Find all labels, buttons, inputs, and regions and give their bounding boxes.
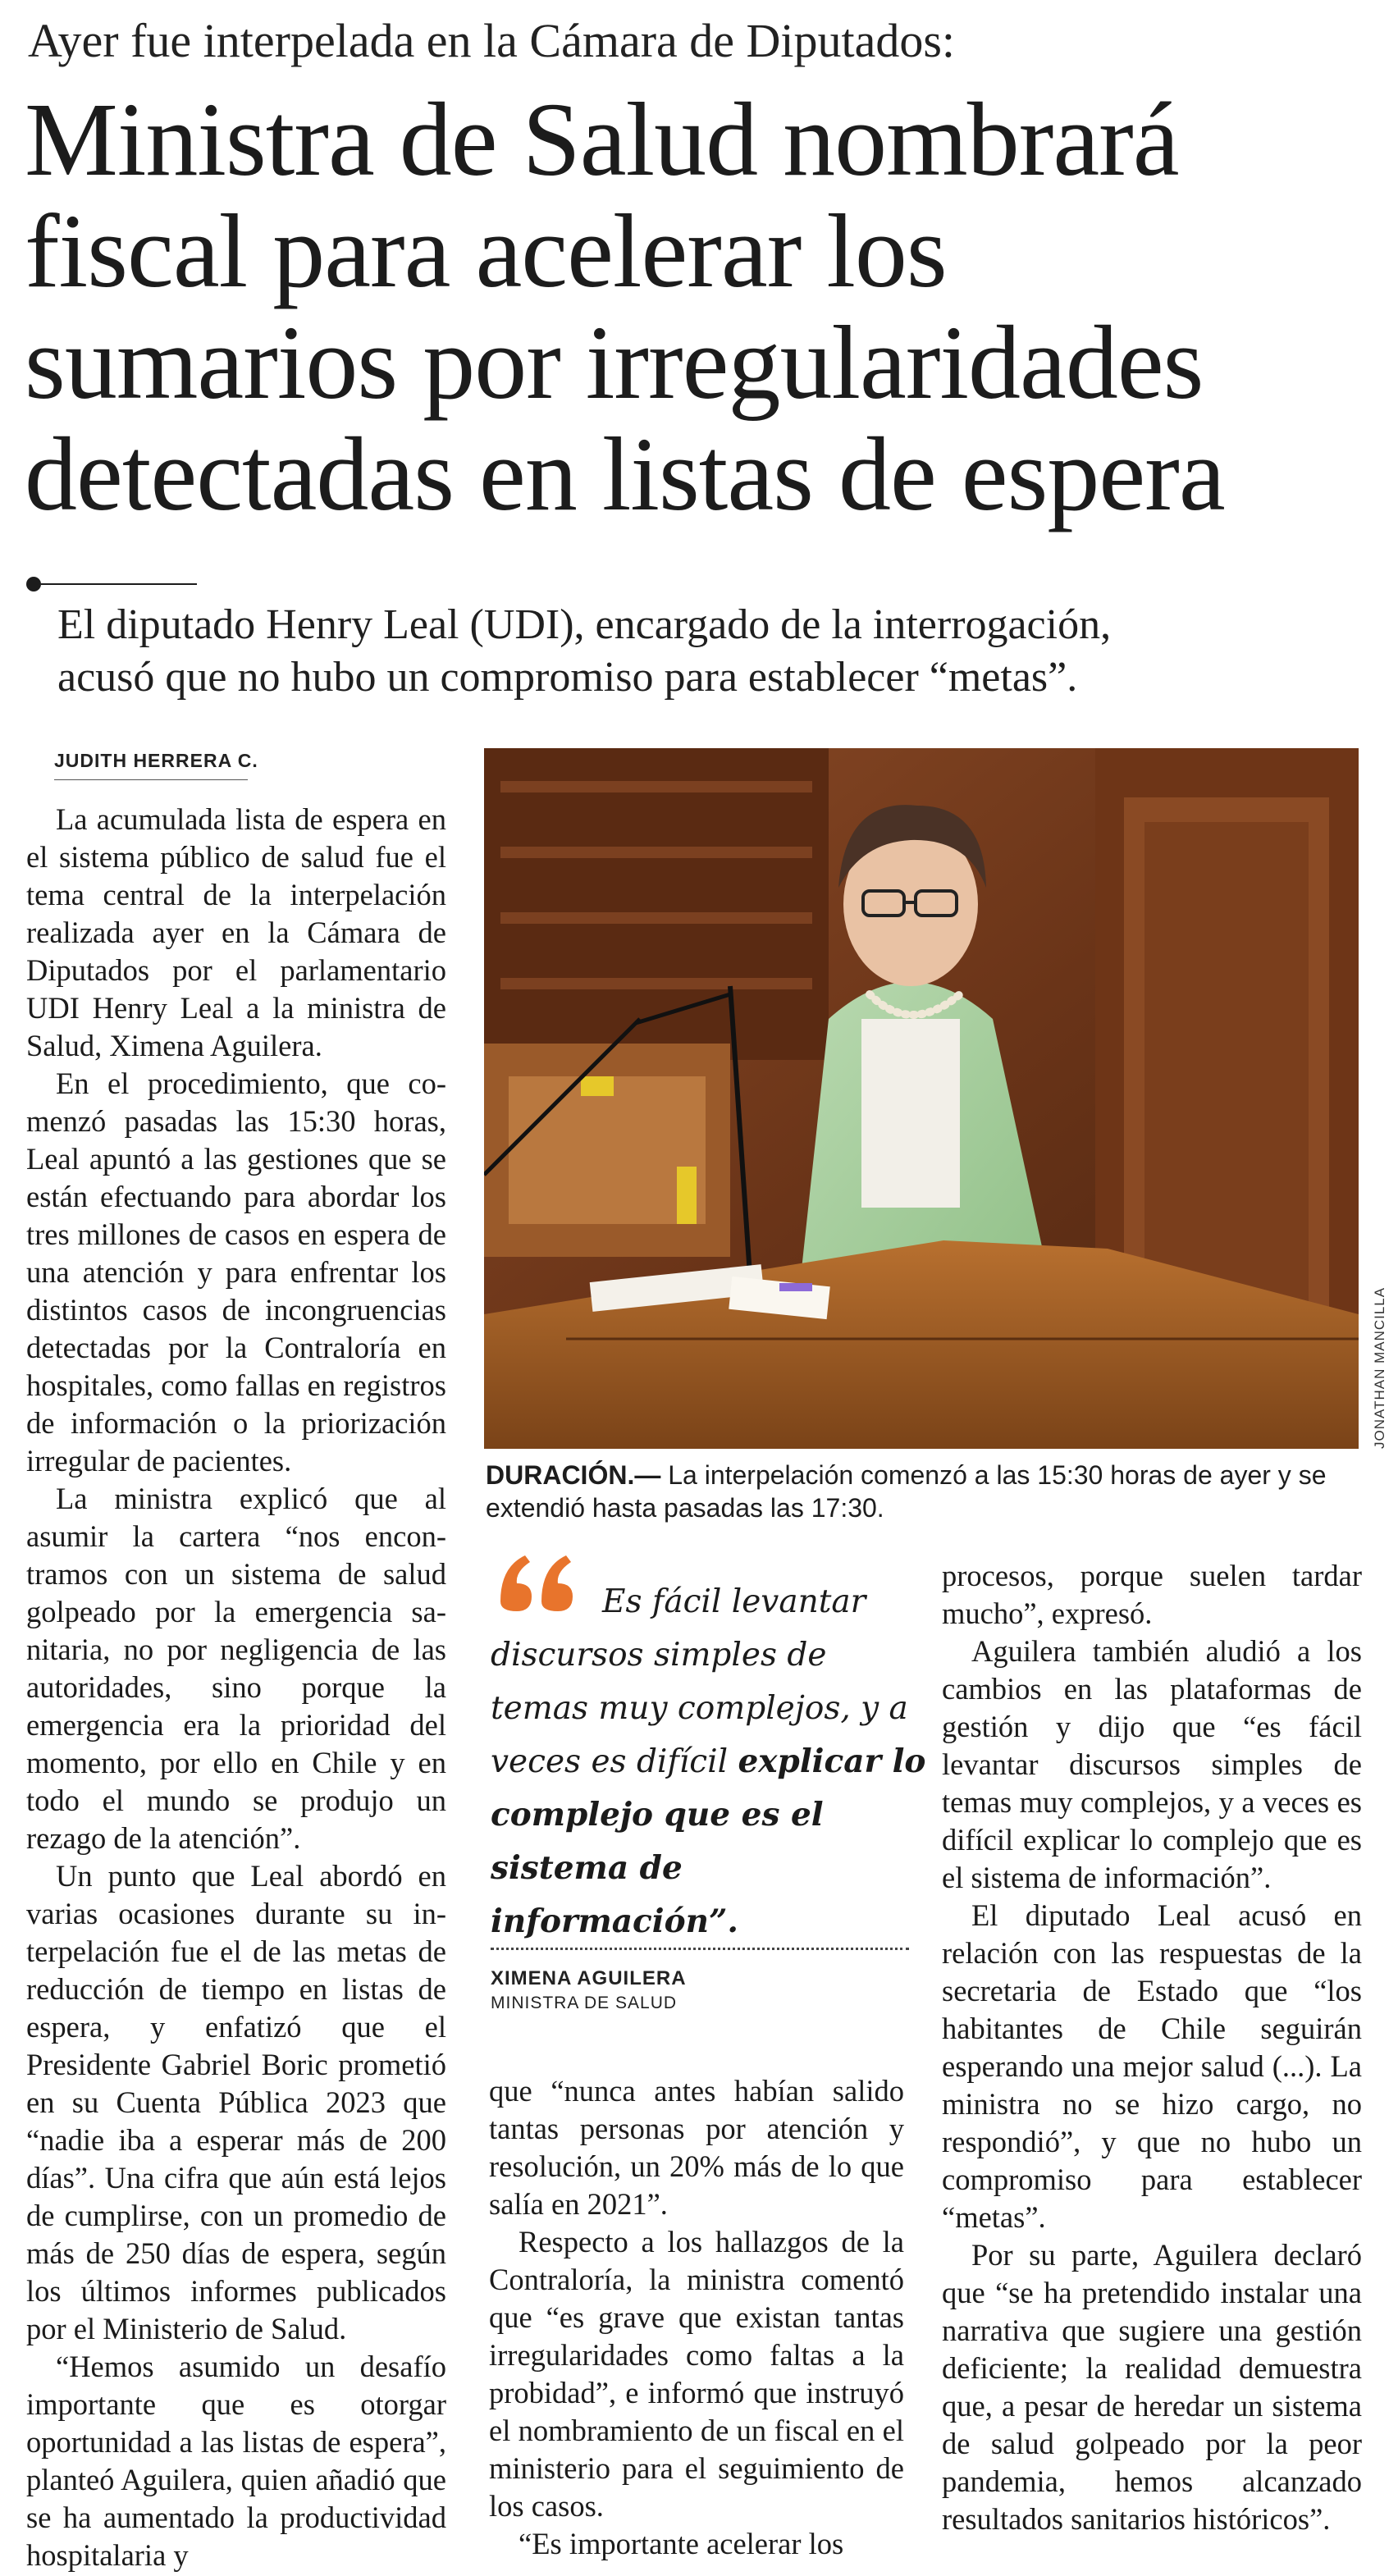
body-paragraph: Por su parte, Aguilera declaró que “se ha pretendido instalar una narrativa que sugiere una gestión deficiente; la realidad demuestra que, a pesar de heredar un sistema de salud golpeado por la peor pandemia, hemos alcanzado resultados sanitarios históricos”. [942, 2238, 1362, 2536]
body-paragraph: que “nunca antes habían salido tantas personas por atención y resolución, un 20% más de lo que salía en 2021”. [489, 2074, 904, 2221]
headline-line: sumarios por irregularidades [25, 304, 1204, 421]
body-paragraph: El diputado Leal acusó en relación con las respuestas de la secretaria de Estado que “los habitantes de Chile seguirán esperando una mejor salud (...). La ministra no se hizo cargo, no respondió”, y que no hubo un compromiso para establecer “metas”. [942, 1898, 1362, 2234]
body-paragraph: La ministra explicó que al asumir la cartera “nos encontramos con un sistema de salud golpeado por la emergencia sanitaria, no por negligencia de las autoridades, sino porque la emergencia era la prioridad del momento, por ello en Chile y en todo el mundo se produjo un rezago de la atención”. [26, 1482, 446, 1855]
headline-line: Ministra de Salud nombrará [25, 81, 1179, 198]
body-paragraph: Un punto que Leal abordó en varias ocasiones durante su interpelación fue el de las metas de reducción de tiempo en listas de espera, y enfatizó que el Presidente Gabriel Boric prometió en su Cuenta Pública 2023 que “nadie iba a esperar más de 200 días”. Una cifra que aún está lejos de cumplirse, con un promedio de más de 250 días de espera, según los últimos informes publicados por el Ministerio de Salud. [26, 1859, 446, 2345]
pullquote-plain: temas muy complejos, y a [491, 1690, 908, 1727]
pullquote-bold: explicar lo [738, 1742, 926, 1780]
photo [484, 748, 1359, 1449]
body-column-1 [26, 801, 446, 2574]
deck-rule [41, 583, 197, 585]
pullquote-plain: veces es difícil [491, 1743, 738, 1780]
pullquote-author: XIMENA AGUILERA [491, 1967, 687, 1989]
body-paragraph: Aguilera también aludió a los cambios en las plataformas de gestión y dijo que “es fácil levantar discursos simples de temas muy complejos, y a veces es difícil explicar lo complejo que es el sistema de información”. [942, 1634, 1362, 1894]
pullquote-line [491, 1735, 926, 1788]
pullquote-bold: sistema de [491, 1849, 683, 1887]
byline: JUDITH HERRERA C. [54, 750, 258, 771]
caption-lead: DURACIÓN.— [486, 1460, 661, 1490]
photo-illustration [484, 748, 1359, 1449]
headline-line: detectadas en listas de espera [25, 416, 1225, 532]
pullquote-role: MINISTRA DE SALUD [491, 1994, 678, 2012]
pullquote-plain: discursos simples de [491, 1637, 827, 1674]
pullquote [491, 1575, 926, 1948]
body-column-3 [942, 1557, 1362, 2538]
deck-line: El diputado Henry Leal (UDI), encargado de la interrogación, [57, 601, 1112, 648]
headline-line: fiscal para acelerar los [25, 193, 947, 309]
caption-text: La interpelación comenzó a las 15:30 horas de ayer y se extendió hasta pasadas las 17:30. [486, 1460, 1327, 1523]
pullquote-line [491, 1895, 917, 1948]
photo-credit: JONATHAN MANCILLA [1372, 1286, 1387, 1449]
deck-bullet [26, 577, 41, 591]
pullquote-line [491, 1628, 917, 1682]
body-column-2 [489, 2072, 904, 2563]
pullquote-divider [491, 1948, 909, 1950]
kicker: Ayer fue interpelada en la Cámara de Diputados: [28, 14, 956, 67]
pullquote-line [491, 1682, 917, 1735]
pullquote-bold: información”. [491, 1902, 738, 1940]
deck-line: acusó que no hubo un compromiso para establecer “metas”. [57, 654, 1078, 701]
body-paragraph: En el procedimiento, que comenzó pasadas las 15:30 horas, Leal apuntó a las gestiones que se están efectuando para abordar los tres millones de casos en espera de una atención y para enfrentar los distintos casos de incongruencias detectadas por la Contraloría en hospitales, como fallas en registros de información o la priorización irregular de pacientes. [26, 1066, 446, 1478]
body-paragraph: “Hemos asumido un desafío importante que es otorgar oportunidad a las listas de espera”, planteó Aguilera, quien añadió que se ha aumentado la productividad hospitalaria y [26, 2350, 446, 2572]
deck [57, 599, 1370, 704]
body-paragraph: procesos, porque suelen tardar mucho”, expresó. [942, 1559, 1362, 1630]
pullquote-line [491, 1575, 917, 1628]
headline [25, 81, 1378, 532]
pullquote-line [491, 1842, 917, 1895]
pullquote-plain: Es fácil levantar [602, 1583, 866, 1620]
byline-rule [54, 779, 248, 780]
photo-caption [486, 1459, 1364, 1524]
pullquote-bold: complejo que es el [491, 1796, 824, 1834]
body-paragraph: La acumulada lista de espera en el sistema público de salud fue el tema central de la interpelación realizada ayer en la Cámara de Diputados por el parlamentario UDI Henry Leal a la ministra de Salud, Ximena Aguilera. [26, 802, 446, 1062]
body-paragraph: Respecto a los hallazgos de la Contraloría, la ministra comentó que “es grave que existan tantas irregularidades como faltas a la probidad”, e informó que instruyó el nombramiento de un fiscal en el ministerio para el seguimiento de los casos. [489, 2225, 904, 2523]
pullquote-line [491, 1788, 917, 1842]
body-paragraph: “Es importante acelerar los [519, 2527, 844, 2560]
